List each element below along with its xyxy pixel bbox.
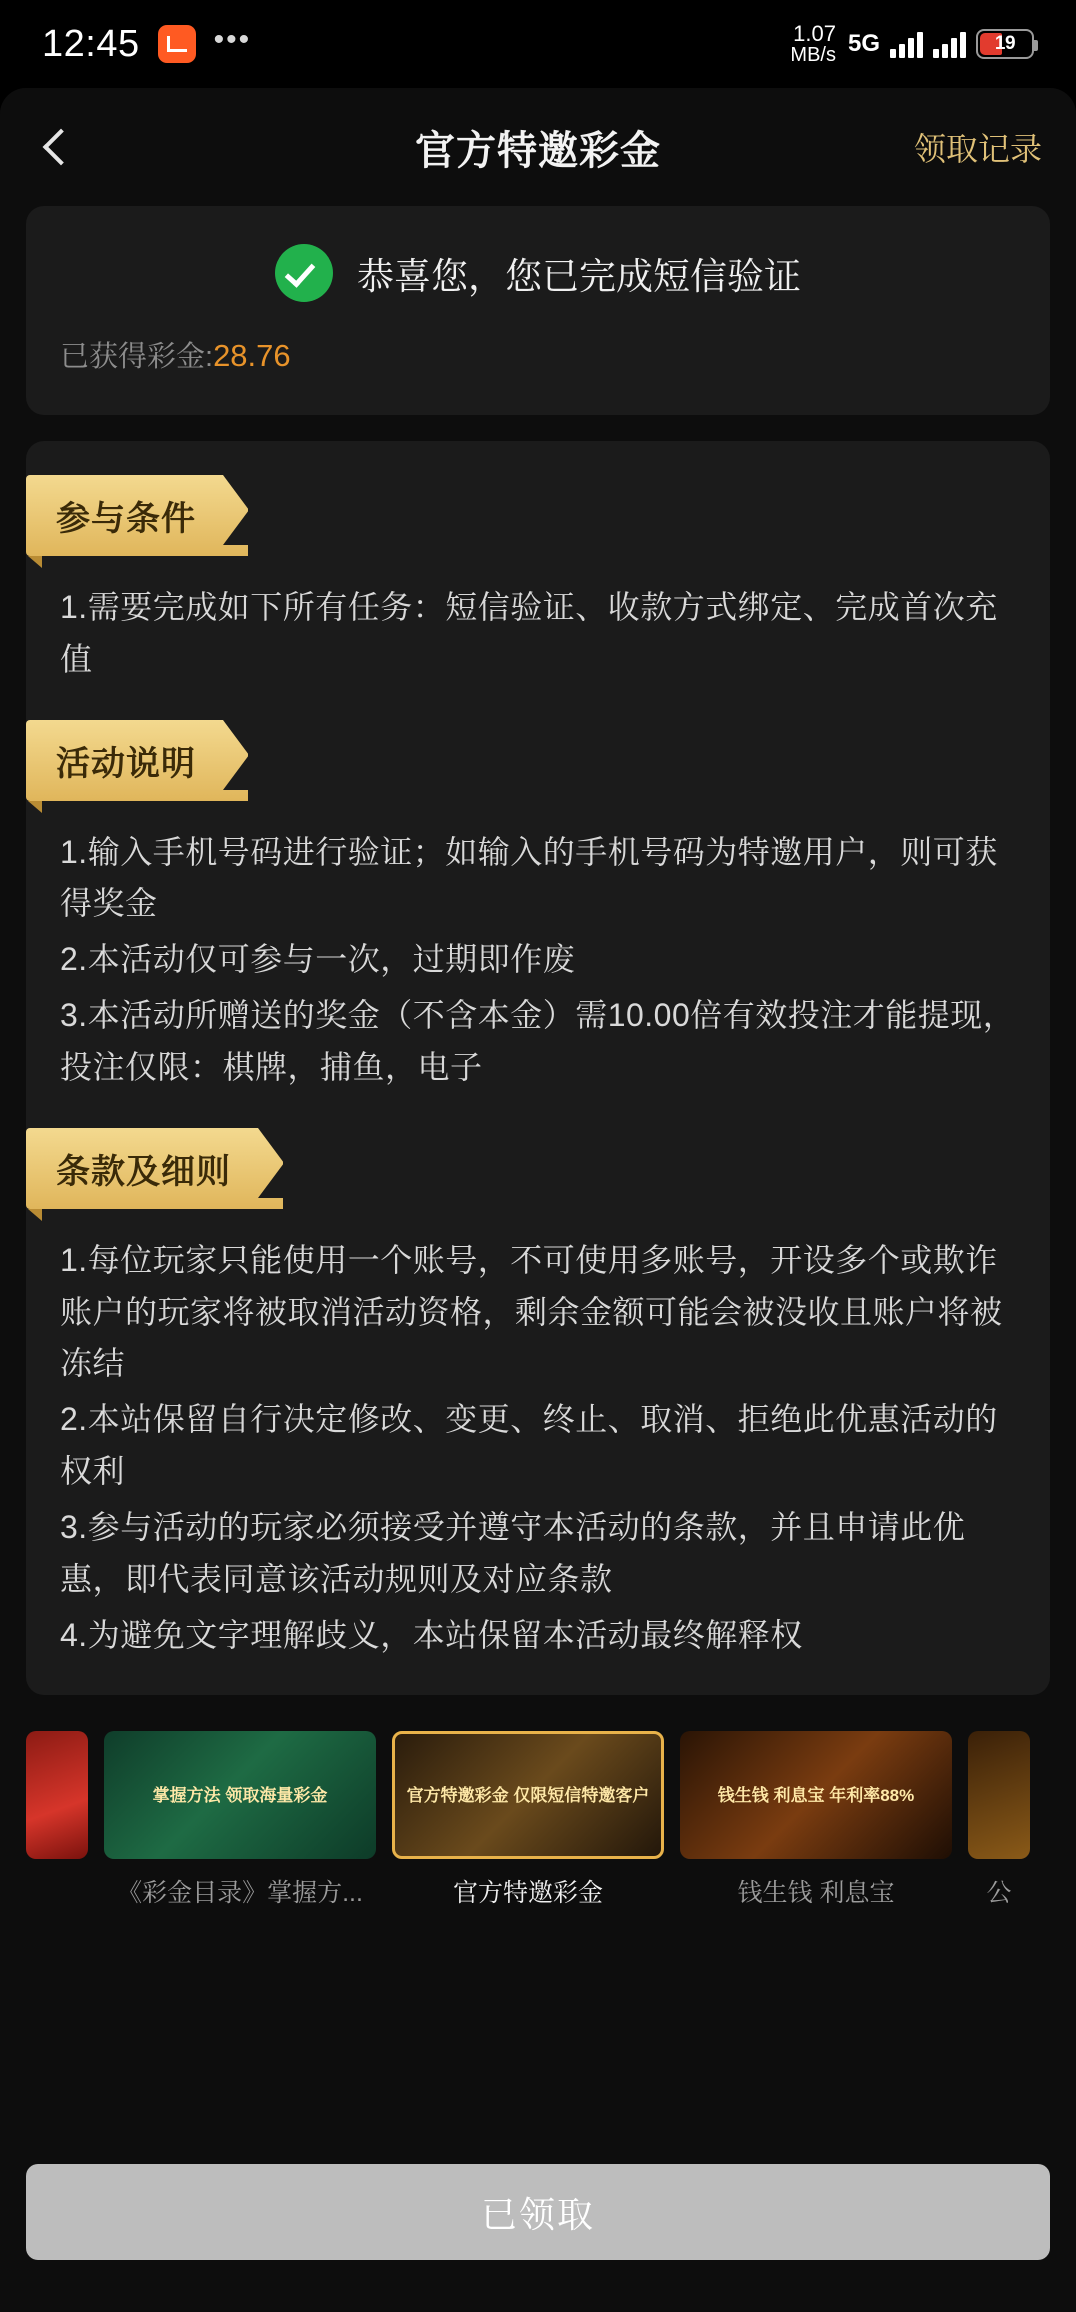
status-card [26,206,1050,415]
check-circle-icon [275,244,333,302]
section-title-terms: 条款及细则 [26,1128,283,1209]
carousel-caption: 《彩金目录》掌握方... [117,1879,363,1908]
net-speed-unit: MB/s [790,44,836,67]
carousel-thumbnail[interactable]: 钱生钱 利息宝 年利率88% [680,1731,952,1859]
back-chevron-icon[interactable] [34,124,80,170]
app-header [0,88,1076,206]
status-clock: 12:45 [42,22,140,65]
carousel-thumbnail[interactable]: 官方特邀彩金 仅限短信特邀客户 [392,1731,664,1859]
section-title-conditions: 参与条件 [26,475,248,556]
battery-percent: 19 [994,33,1016,54]
status-bar-left [42,23,251,66]
section-paragraph: 2.本活动仅可参与一次，过期即作废 [60,941,576,978]
carousel-thumbnail[interactable]: 掌握方法 领取海量彩金 [104,1731,376,1859]
app-container [0,88,1076,2312]
signal-bars-secondary-icon [933,30,966,58]
carousel-caption: 官方特邀彩金 [452,1879,603,1908]
carousel-thumbnail[interactable] [26,1731,88,1859]
status-bar-right [790,22,1034,66]
carousel-item-active[interactable] [392,1731,664,1909]
amount-label: 已获得彩金: [60,341,214,373]
status-bar [0,0,1076,88]
section-paragraph: 4.为避免文字理解歧义，本站保留本活动最终解释权 [60,1616,803,1653]
promotion-carousel[interactable] [26,1715,1050,1913]
page-content [0,206,1076,1913]
carousel-item[interactable] [680,1731,952,1909]
claim-button[interactable]: 已领取 [26,2164,1050,2260]
amount-row [60,334,1016,375]
mi-logo-icon [158,25,196,63]
carousel-caption: 钱生钱 利息宝 [737,1879,895,1908]
amount-value: 28.76 [213,338,291,373]
carousel-thumbnail[interactable] [968,1731,1030,1859]
section-paragraph: 1.需要完成如下所有任务：短信验证、收款方式绑定、完成首次充值 [60,589,998,677]
page-title: 官方特邀彩金 [415,128,661,173]
section-paragraph: 3.参与活动的玩家必须接受并遵守本活动的条款，并且申请此优惠，即代表同意该活动规则及对应条款 [60,1508,966,1597]
success-row [60,244,1016,302]
section-paragraph: 1.每位玩家只能使用一个账号，不可使用多账号，开设多个或欺诈账户的玩家将被取消活动资格，剩余金额可能会被没收且账户将被冻结 [60,1241,1003,1382]
carousel-caption: 公 [986,1879,1012,1908]
section-paragraph: 2.本站保留自行决定修改、变更、终止、取消、拒绝此优惠活动的权利 [60,1401,998,1490]
carousel-item[interactable] [26,1731,88,1873]
footer-action-bar [0,2134,1076,2312]
success-message: 恭喜您，您已完成短信验证 [357,256,801,297]
claim-record-link[interactable]: 领取记录 [913,131,1042,167]
carousel-item[interactable] [104,1731,376,1909]
signal-bars-icon [890,30,923,58]
more-dots-icon: ••• [213,23,252,56]
net-speed [790,22,836,66]
section-paragraph: 1.输入手机号码进行验证；如输入的手机号码为特邀用户，则可获得奖金 [60,833,998,922]
section-paragraph: 3.本活动所赠送的奖金（不含本金）需10.00倍有效投注才能提现，投注仅限：棋牌，捕鱼，电子 [60,997,1016,1085]
section-title-description: 活动说明 [26,720,248,801]
carousel-item[interactable] [968,1731,1030,1909]
net-speed-value: 1.07 [793,20,836,46]
battery-icon [976,29,1034,59]
network-type-label: 5G [847,30,880,57]
info-panel [26,441,1050,1695]
